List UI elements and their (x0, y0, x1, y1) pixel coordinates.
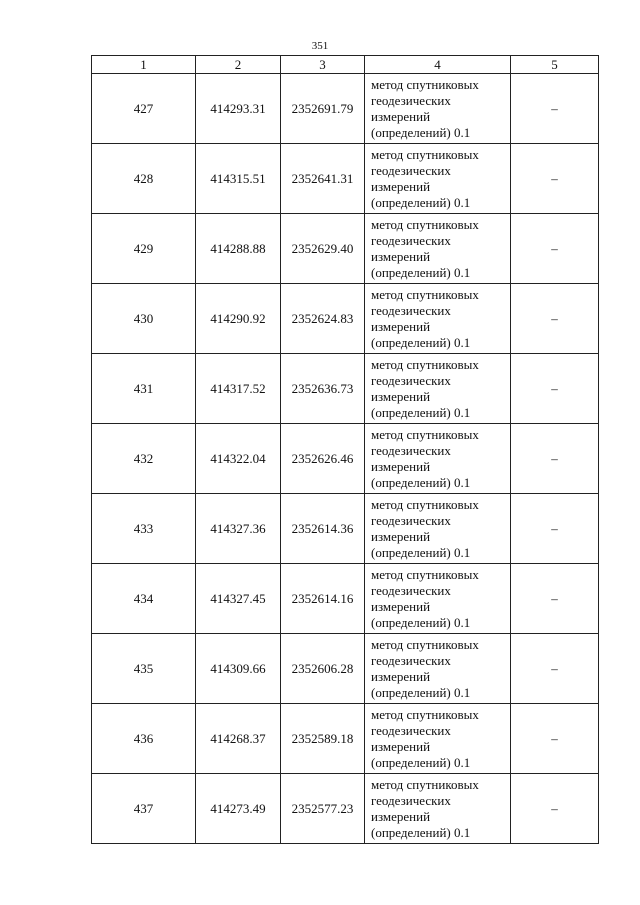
x-coordinate-cell: 414268.37 (196, 704, 281, 774)
point-number-cell: 429 (92, 214, 196, 284)
x-coordinate-cell: 414309.66 (196, 634, 281, 704)
table-row (92, 634, 599, 704)
y-coordinate-cell: 2352636.73 (281, 354, 365, 424)
note-cell: – (511, 494, 599, 564)
table-row (92, 214, 599, 284)
point-number-cell: 427 (92, 74, 196, 144)
method-cell (365, 774, 511, 844)
note-cell: – (511, 74, 599, 144)
note-cell: – (511, 284, 599, 354)
method-text-line: измерений (371, 808, 431, 824)
x-coordinate-cell: 414327.36 (196, 494, 281, 564)
method-text-line: (определений) 0.1 (371, 334, 471, 350)
table-row (92, 774, 599, 844)
method-cell (365, 494, 511, 564)
x-coordinate-cell: 414315.51 (196, 144, 281, 214)
column-header-5: 5 (511, 56, 599, 74)
method-cell (365, 74, 511, 144)
point-number-cell: 437 (92, 774, 196, 844)
method-text-line: (определений) 0.1 (371, 124, 471, 140)
method-text-line: метод спутниковых (371, 216, 479, 232)
column-header-4: 4 (365, 56, 511, 74)
method-text-line: измерений (371, 738, 431, 754)
method-text-line: метод спутниковых (371, 356, 479, 372)
method-cell (365, 634, 511, 704)
method-text-line: метод спутниковых (371, 706, 479, 722)
method-text-line: геодезических (371, 372, 451, 388)
y-coordinate-cell: 2352624.83 (281, 284, 365, 354)
table-header (92, 56, 599, 74)
method-text-line: геодезических (371, 792, 451, 808)
method-text-line: геодезических (371, 442, 451, 458)
method-cell (365, 564, 511, 634)
note-cell: – (511, 774, 599, 844)
table-row (92, 494, 599, 564)
method-text-line: метод спутниковых (371, 496, 479, 512)
point-number-cell: 436 (92, 704, 196, 774)
point-number-cell: 431 (92, 354, 196, 424)
method-text-line: измерений (371, 248, 431, 264)
column-header-1: 1 (92, 56, 196, 74)
method-text-line: измерений (371, 108, 431, 124)
note-cell: – (511, 704, 599, 774)
y-coordinate-cell: 2352614.36 (281, 494, 365, 564)
method-cell (365, 144, 511, 214)
method-text-line: измерений (371, 458, 431, 474)
point-number-cell: 435 (92, 634, 196, 704)
method-text-line: геодезических (371, 722, 451, 738)
column-header-3: 3 (281, 56, 365, 74)
y-coordinate-cell: 2352606.28 (281, 634, 365, 704)
point-number-cell: 430 (92, 284, 196, 354)
note-cell: – (511, 564, 599, 634)
y-coordinate-cell: 2352691.79 (281, 74, 365, 144)
x-coordinate-cell: 414290.92 (196, 284, 281, 354)
method-text-line: метод спутниковых (371, 76, 479, 92)
method-cell (365, 704, 511, 774)
method-text-line: (определений) 0.1 (371, 614, 471, 630)
point-number-cell: 428 (92, 144, 196, 214)
note-cell: – (511, 424, 599, 494)
x-coordinate-cell: 414317.52 (196, 354, 281, 424)
method-text-line: измерений (371, 598, 431, 614)
x-coordinate-cell: 414293.31 (196, 74, 281, 144)
method-cell (365, 214, 511, 284)
table-body (92, 74, 599, 844)
method-text-line: геодезических (371, 652, 451, 668)
y-coordinate-cell: 2352589.18 (281, 704, 365, 774)
method-text-line: метод спутниковых (371, 426, 479, 442)
point-number-cell: 434 (92, 564, 196, 634)
method-text-line: измерений (371, 318, 431, 334)
method-text-line: геодезических (371, 302, 451, 318)
method-text-line: геодезических (371, 232, 451, 248)
method-cell (365, 424, 511, 494)
method-text-line: геодезических (371, 162, 451, 178)
point-number-cell: 432 (92, 424, 196, 494)
method-cell (365, 354, 511, 424)
method-cell (365, 284, 511, 354)
header-row (92, 56, 599, 74)
table-row (92, 704, 599, 774)
table-row (92, 424, 599, 494)
method-text-line: геодезических (371, 582, 451, 598)
x-coordinate-cell: 414273.49 (196, 774, 281, 844)
method-text-line: геодезических (371, 92, 451, 108)
coordinates-table (91, 55, 599, 844)
method-text-line: метод спутниковых (371, 146, 479, 162)
x-coordinate-cell: 414322.04 (196, 424, 281, 494)
note-cell: – (511, 634, 599, 704)
method-text-line: измерений (371, 668, 431, 684)
x-coordinate-cell: 414327.45 (196, 564, 281, 634)
method-text-line: метод спутниковых (371, 636, 479, 652)
note-cell: – (511, 144, 599, 214)
point-number-cell: 433 (92, 494, 196, 564)
method-text-line: (определений) 0.1 (371, 824, 471, 840)
y-coordinate-cell: 2352577.23 (281, 774, 365, 844)
method-text-line: метод спутниковых (371, 776, 479, 792)
method-text-line: метод спутниковых (371, 566, 479, 582)
method-text-line: измерений (371, 388, 431, 404)
method-text-line: (определений) 0.1 (371, 684, 471, 700)
table-row (92, 564, 599, 634)
method-text-line: (определений) 0.1 (371, 194, 471, 210)
method-text-line: измерений (371, 528, 431, 544)
page-number: 351 (311, 40, 329, 52)
table-row (92, 284, 599, 354)
method-text-line: (определений) 0.1 (371, 474, 471, 490)
y-coordinate-cell: 2352626.46 (281, 424, 365, 494)
method-text-line: (определений) 0.1 (371, 264, 471, 280)
table-row (92, 354, 599, 424)
method-text-line: геодезических (371, 512, 451, 528)
y-coordinate-cell: 2352641.31 (281, 144, 365, 214)
note-cell: – (511, 214, 599, 284)
method-text-line: метод спутниковых (371, 286, 479, 302)
column-header-2: 2 (196, 56, 281, 74)
method-text-line: (определений) 0.1 (371, 404, 471, 420)
method-text-line: (определений) 0.1 (371, 754, 471, 770)
method-text-line: измерений (371, 178, 431, 194)
x-coordinate-cell: 414288.88 (196, 214, 281, 284)
y-coordinate-cell: 2352629.40 (281, 214, 365, 284)
note-cell: – (511, 354, 599, 424)
y-coordinate-cell: 2352614.16 (281, 564, 365, 634)
table-row (92, 144, 599, 214)
table-row (92, 74, 599, 144)
method-text-line: (определений) 0.1 (371, 544, 471, 560)
